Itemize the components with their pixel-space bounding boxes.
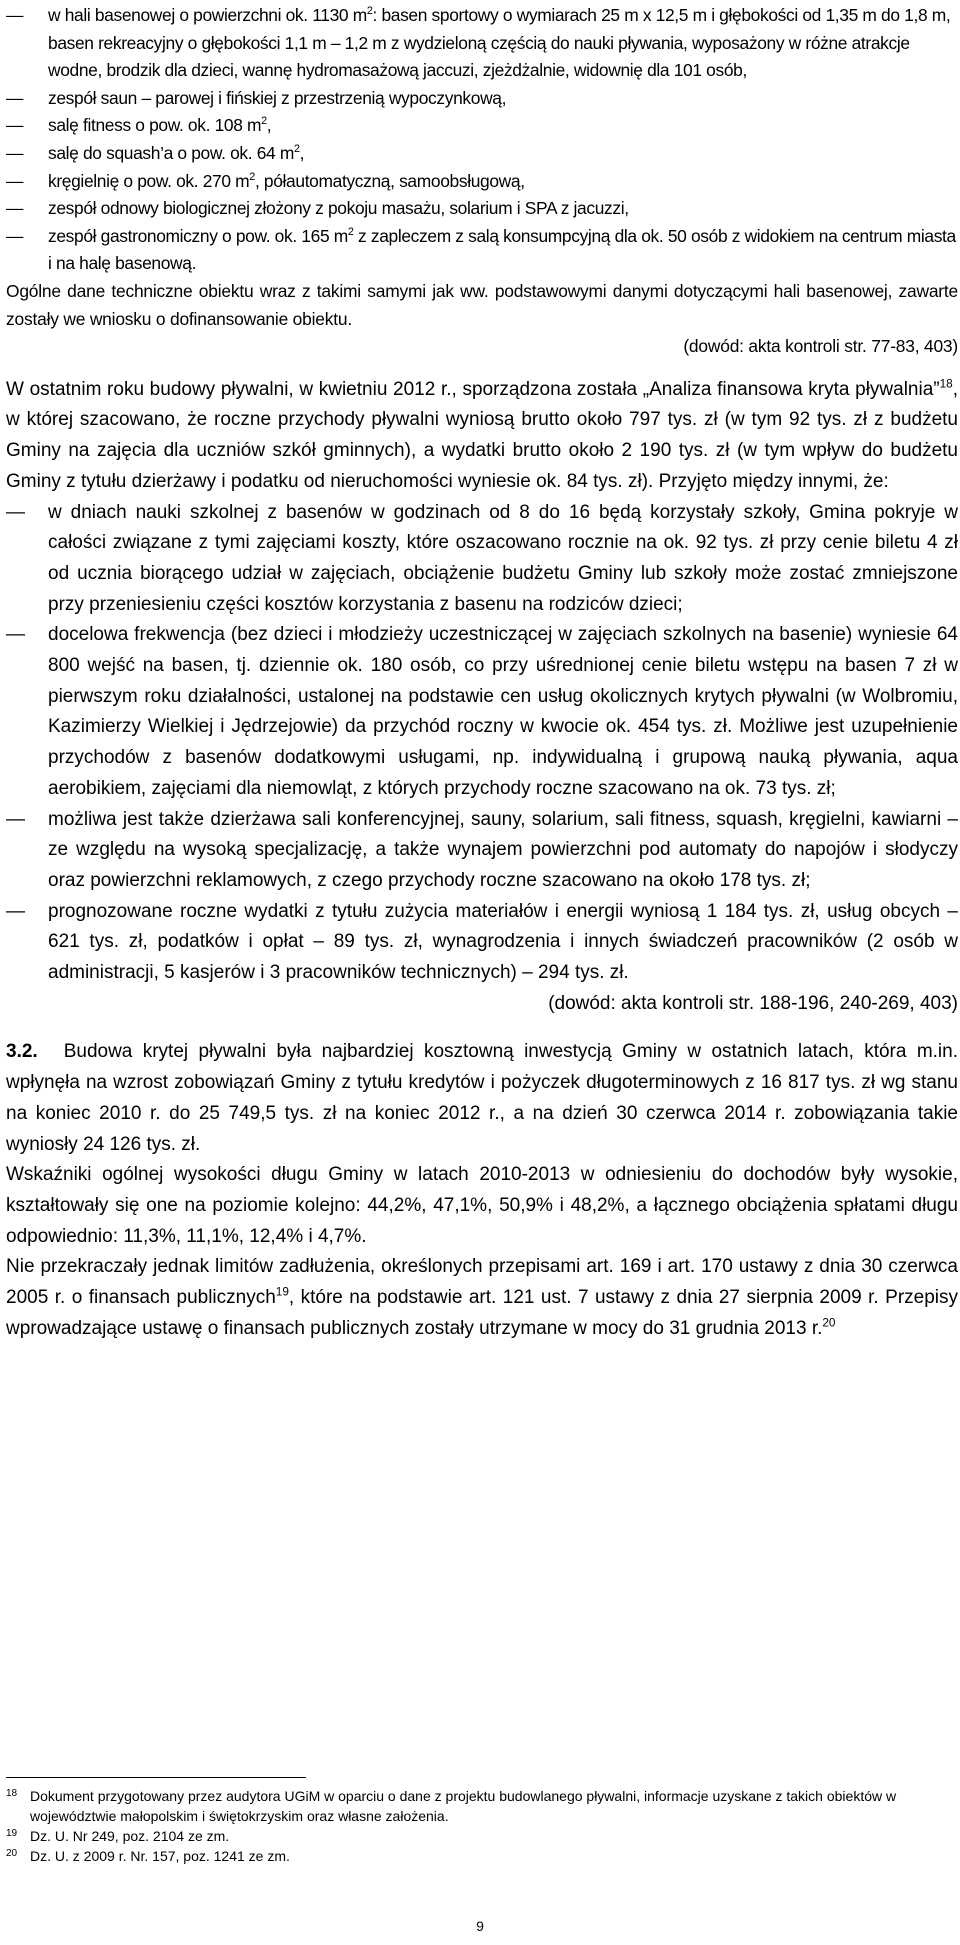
list-item <box>6 223 958 278</box>
list-item-text: salę do squash’a o pow. ok. 64 m <box>48 142 294 163</box>
list-item-text: salę fitness o pow. ok. 108 m <box>48 115 262 136</box>
superscript: 2 <box>249 170 255 183</box>
list-item: — docelowa frekwencja (bez dzieci i młodzieży uczestniczącej w zajęciach szkolnych na basenie) wyniesie 64 800 wejść na basen, tj. dziennie ok. 180 osób, co przy uśrednionej cenie biletu wstępu na basen 7 zł w pierwszym roku działalności, ustalonej na podstawie cen usług okolicznych krytych pływalni (w Wolbromiu, Kazimierzy Wielkiej i Jędrzejowie) da przychód roczny w kwocie ok. 454 tys. zł. Możliwe jest uzupełnienie przychodów z basenów dodatkowymi usługami, np. indywidualną i grupową nauką pływania, aqua aerobikiem, zajęciami dla niemowląt, z których przychody roczne szacowano na ok. 73 tys. zł; <box>6 620 958 804</box>
evidence-note: (dowód: akta kontroli str. 188-196, 240-269, 403) <box>548 992 958 1014</box>
facility-list <box>6 2 958 278</box>
list-item <box>6 112 958 140</box>
paragraph-text: Budowa krytej pływalni była najbardziej kosztowną inwestycją Gminy w ostatnich latach, która m.in. wpłynęła na wzrost zobowiązań Gminy z tytułu kredytów i pożyczek długoterminowych z 16 817 tys. zł wg stanu na koniec 2010 r. do 25 749,5 tys. zł na koniec 2012 r., a na dzień 30 czerwca 2014 r. zobowiązania takie wyniosły 24 126 tys. zł. <box>6 1041 958 1155</box>
footnote-separator <box>6 1777 306 1778</box>
list-item <box>6 168 958 196</box>
footnote-text: Dz. U. z 2009 r. Nr. 157, poz. 1241 ze zm. <box>30 1848 290 1864</box>
list-item-text: , półautomatyczną, samoobsługową, <box>254 170 525 191</box>
footnote-reference: 20 <box>822 1316 836 1330</box>
list-item <box>6 85 958 113</box>
superscript: 2 <box>293 143 300 156</box>
paragraph-text: Nie przekraczały jednak limitów zadłużenia, określonych przepisami art. 169 i art. 170 ustawy z dnia 30 czerwca 2005 r. o finansach publicznych <box>6 1256 958 1309</box>
section-number: 3.2. <box>6 1041 38 1063</box>
list-item-text: zespół saun – parowej i fińskiej z przestrzenią wypoczynkową, <box>48 87 507 108</box>
assumptions-list <box>6 498 958 989</box>
superscript: 2 <box>261 115 267 128</box>
list-item-text: z zapleczem z salą konsumpcyjną dla ok. 50 osób z widokiem na centrum miasta i na halę basenową. <box>48 225 956 274</box>
footnote-text: Dz. U. Nr 249, poz. 2104 ze zm. <box>30 1828 230 1844</box>
footnote <box>6 1846 958 1866</box>
list-item: — w dniach nauki szkolnej z basenów w godzinach od 8 do 16 będą korzystały szkoły, Gmina pokryje w całości związane z tymi zajęciami koszty, które oszacowano rocznie na ok. 92 tys. zł przy cenie biletu 4 zł od ucznia biorącego udział w zajęciach, obciążenie budżetu Gminy lub szkoły może zostać zmniejszone przy przeniesieniu części kosztów korzystania z basenu na rodziców dzieci; <box>6 498 958 621</box>
list-item <box>6 2 958 85</box>
footnote-reference: 18 <box>939 377 953 391</box>
footnote <box>6 1826 958 1846</box>
page-number: 9 <box>476 1918 484 1934</box>
list-item <box>6 140 958 168</box>
page-body <box>6 2 958 1345</box>
footnote-mark: 20 <box>6 1848 18 1859</box>
superscript: 2 <box>366 5 373 18</box>
paragraph-text: W ostatnim roku budowy pływalni, w kwietniu 2012 r., sporządzona została „Analiza finansowa kryta pływalnia” <box>6 378 940 400</box>
footnote-text: Dokument przygotowany przez audytora UGiM w oparciu o dane z projektu budowlanego pływalni, informacje uzyskane z takich obiektów w województwie małopolskim i świętokrzyskim oraz własne założenia. <box>30 1788 897 1824</box>
paragraph-text: , w której szacowano, że roczne przychody pływalni wyniosą brutto około 797 tys. zł (w tym 92 tys. zł z budżetu Gminy na zajęcia dla uczniów szkół gminnych), a wydatki brutto około 2 190 tys. zł (w tym wpływ do budżetu Gminy z tytułu dzierżawy i podatku od nieruchomości wyniesie ok. 84 tys. zł). Przyjęto między innymi, że: <box>6 378 958 492</box>
list-item <box>6 195 958 223</box>
footnote-reference: 19 <box>275 1285 289 1299</box>
list-item-text: , <box>299 142 305 163</box>
paragraph-text: , które na podstawie art. 121 ust. 7 ustawy z dnia 27 sierpnia 2009 r. Przepisy wprowadzające ustawę o finansach publicznych zostały utrzymane w mocy do 31 grudnia 2013 r. <box>6 1287 958 1339</box>
list-item-text: : basen sportowy o wymiarach 25 m x 12,5 m i głębokości od 1,35 m do 1,8 m, basen rekreacyjny o głębokości 1,1 m – 1,2 m z wydzieloną częścią do nauki pływania, wyposażony w różne atrakcje wodne, brodzik dla dzieci, wannę hydromasażową jaccuzi, zjeżdżalnie, widownię dla 101 osób, <box>48 5 951 81</box>
list-item: — prognozowane roczne wydatki z tytułu zużycia materiałów i energii wyniosą 1 184 tys. zł, usług obcych – 621 tys. zł, podatków i opłat – 89 tys. zł, wynagrodzenia i innych świadczeń pracowników (2 osób w administracji, 5 kasjerów i 3 pracowników technicznych) – 294 tys. zł. <box>6 897 958 989</box>
list-item-text: zespół odnowy biologicznej złożony z pokoju masażu, solarium i SPA z jacuzzi, <box>48 198 629 219</box>
footnote-mark: 19 <box>6 1828 18 1839</box>
list-item-text: zespół gastronomiczny o pow. ok. 165 m <box>48 225 348 246</box>
list-item-text: w hali basenowej o powierzchni ok. 1130 m <box>48 5 367 25</box>
list-item-text: , <box>266 115 272 136</box>
section-paragraph <box>6 1037 958 1160</box>
footnote <box>6 1786 958 1826</box>
paragraph-technical-data: Ogólne dane techniczne obiektu wraz z takimi samymi jak ww. podstawowymi danymi dotyczącymi hali basenowej, zawarte zostały we wniosku o dofinansowanie obiektu. <box>6 280 958 329</box>
paragraph-debt-limits <box>6 1252 958 1344</box>
paragraph-financial-analysis <box>6 375 958 498</box>
paragraph-debt-indicators: Wskaźniki ogólnej wysokości długu Gminy w latach 2010-2013 w odniesieniu do dochodów były wysokie, kształtowały się one na poziomie kolejno: 44,2%, 47,1%, 50,9% i 48,2%, a łącznego obciążenia spłatami długu odpowiednio: 11,3%, 11,1%, 12,4% i 4,7%. <box>6 1164 958 1247</box>
superscript: 2 <box>347 225 354 238</box>
evidence-note: (dowód: akta kontroli str. 77-83, 403) <box>683 336 958 357</box>
list-item-text: kręgielnię o pow. ok. 270 m <box>48 170 250 191</box>
list-item: — możliwa jest także dzierżawa sali konferencyjnej, sauny, solarium, sali fitness, squash, kręgielni, kawiarni – ze względu na wysoką specjalizację, a także wynajem powierzchni pod automaty do napojów i słodyczy oraz powierzchni reklamowych, z czego przychody roczne szacowano na około 178 tys. zł; <box>6 805 958 897</box>
footnote-mark: 18 <box>6 1788 18 1799</box>
footnotes <box>6 1786 958 1866</box>
